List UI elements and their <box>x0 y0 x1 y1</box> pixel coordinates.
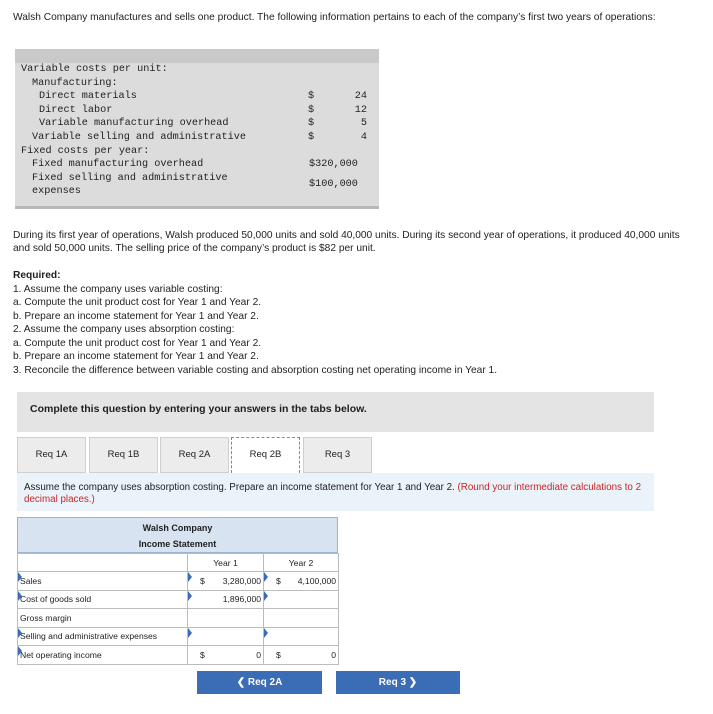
tab-req-3[interactable]: Req 3 <box>303 437 372 473</box>
rounding-note: (Round your intermediate calculations to 2 decimal places.) <box>24 482 642 505</box>
sales-year1-input[interactable] <box>188 572 264 591</box>
variable-mfg-overhead-value: 5 <box>360 118 367 130</box>
cogs-label: Cost of goods sold <box>20 594 92 605</box>
problem-intro: Walsh Company manufactures and sells one product. The following information pertains to each of the company’s first two years of operations: <box>13 12 656 23</box>
manufacturing-header: Manufacturing: <box>32 77 118 89</box>
input-marker-icon <box>188 628 192 638</box>
instructions-banner: Complete this question by entering your answers in the tabs below. <box>17 392 654 432</box>
income-statement <box>17 517 338 665</box>
required-line: a. Compute the unit product cost for Year 1 and Year 2. <box>13 337 262 349</box>
noi-label-cell[interactable] <box>18 646 188 665</box>
input-marker-icon <box>264 572 268 582</box>
cost-data-table <box>15 49 379 209</box>
variable-costs-header: Variable costs per unit: <box>21 64 168 75</box>
sales-year2-value: 4,100,000 <box>297 575 336 586</box>
cogs-label-cell[interactable] <box>18 590 188 609</box>
required-line: b. Prepare an income statement for Year 1 and Year 2. <box>13 351 259 362</box>
required-section <box>13 269 693 377</box>
dropdown-marker-icon <box>18 572 22 582</box>
variable-mfg-overhead-currency: $ <box>308 118 315 130</box>
fixed-selling-admin-value: $100,000 <box>309 178 358 190</box>
noi-year1-value: 0 <box>256 649 261 660</box>
tab-req-2b[interactable]: Req 2B <box>231 437 300 473</box>
fixed-selling-admin-label: Fixed selling and administrative <box>32 172 228 184</box>
direct-materials-currency: $ <box>308 91 315 103</box>
year2-header: Year 2 <box>264 554 339 572</box>
sales-year1-value: 3,280,000 <box>222 575 261 586</box>
company-name: Walsh Company <box>142 523 213 533</box>
sales-label: Sales <box>20 575 42 586</box>
sales-year2-currency: $ <box>276 575 281 586</box>
noi-year2-currency: $ <box>276 649 281 660</box>
gross-margin-label: Gross margin <box>20 612 72 623</box>
required-line: 3. Reconcile the difference between variable costing and absorption costing net operating income in Year 1. <box>13 364 498 376</box>
direct-labor-currency: $ <box>308 104 315 116</box>
direct-labor-value: 12 <box>354 104 367 116</box>
fixed-mfg-overhead-value: $320,000 <box>309 159 358 171</box>
noi-year2-input[interactable] <box>264 646 339 665</box>
sales-year2-input[interactable] <box>264 572 339 591</box>
prev-req-2a-button[interactable]: ❮ Req 2A <box>197 671 322 694</box>
required-title: Required: <box>13 270 61 281</box>
tab-req-1a[interactable]: Req 1A <box>17 437 86 473</box>
header-blank <box>18 554 188 572</box>
variable-selling-admin-value: 4 <box>360 132 367 143</box>
required-line: a. Compute the unit product cost for Year 1 and Year 2. <box>13 297 262 308</box>
noi-label: Net operating income <box>20 649 102 660</box>
variable-selling-admin-currency: $ <box>308 132 315 143</box>
gross-margin-year2-input[interactable] <box>264 609 339 628</box>
noi-year1-currency: $ <box>200 649 205 660</box>
dropdown-marker-icon <box>18 591 22 601</box>
tab-instruction <box>17 473 654 511</box>
dropdown-marker-icon <box>18 628 22 638</box>
noi-year2-value: 0 <box>331 649 336 660</box>
year1-header: Year 1 <box>188 554 264 572</box>
input-marker-icon <box>188 572 192 582</box>
direct-materials-label: Direct materials <box>39 91 137 103</box>
fixed-mfg-overhead-label: Fixed manufacturing overhead <box>32 159 204 171</box>
dropdown-marker-icon <box>18 646 22 656</box>
variable-mfg-overhead-label: Variable manufacturing overhead <box>39 118 229 130</box>
direct-labor-label: Direct labor <box>39 104 113 116</box>
gross-margin-label-cell[interactable] <box>18 609 188 628</box>
tab-req-1b[interactable]: Req 1B <box>89 437 158 473</box>
variable-selling-admin-label: Variable selling and administrative <box>32 132 246 143</box>
cost-table-bottom-bar <box>15 206 379 209</box>
input-marker-icon <box>188 591 192 601</box>
selling-admin-year2-input[interactable] <box>264 627 339 646</box>
input-marker-icon <box>264 628 268 638</box>
required-line: 1. Assume the company uses variable costing: <box>13 283 223 295</box>
sales-year1-currency: $ <box>200 575 205 586</box>
required-line: b. Prepare an income statement for Year 1 and Year 2. <box>13 310 259 322</box>
fixed-selling-admin-label-cont: expenses <box>32 186 81 198</box>
cogs-year2-input[interactable] <box>264 590 339 609</box>
fixed-costs-header: Fixed costs per year: <box>21 145 150 157</box>
tab-req-2a[interactable]: Req 2A <box>160 437 229 473</box>
required-line: 2. Assume the company uses absorption costing: <box>13 324 235 335</box>
noi-year1-input[interactable] <box>188 646 264 665</box>
gross-margin-year1-input[interactable] <box>188 609 264 628</box>
direct-materials-value: 24 <box>354 91 367 103</box>
instruction-text: Assume the company uses absorption costing. Prepare an income statement for Year 1 and Year 2. <box>24 482 455 493</box>
selling-admin-label-cell[interactable] <box>18 627 188 646</box>
cost-table-top-bar <box>15 49 379 63</box>
cogs-year1-input[interactable] <box>188 590 264 609</box>
cogs-year1-value: 1,896,000 <box>222 594 261 605</box>
sales-label-cell[interactable] <box>18 572 188 591</box>
statement-title: Income Statement <box>138 539 217 549</box>
selling-admin-label: Selling and administrative expenses <box>20 631 158 642</box>
next-req-3-button[interactable]: Req 3 ❯ <box>336 671 460 694</box>
statement-header <box>17 517 338 553</box>
selling-admin-year1-input[interactable] <box>188 627 264 646</box>
production-info: During its first year of operations, Walsh produced 50,000 units and sold 40,000 units. During its second year of operations, it produced 40,000 units and sold 50,000 units. The selling price of the company’s product is $82 per unit. <box>13 230 680 254</box>
input-marker-icon <box>264 591 268 601</box>
